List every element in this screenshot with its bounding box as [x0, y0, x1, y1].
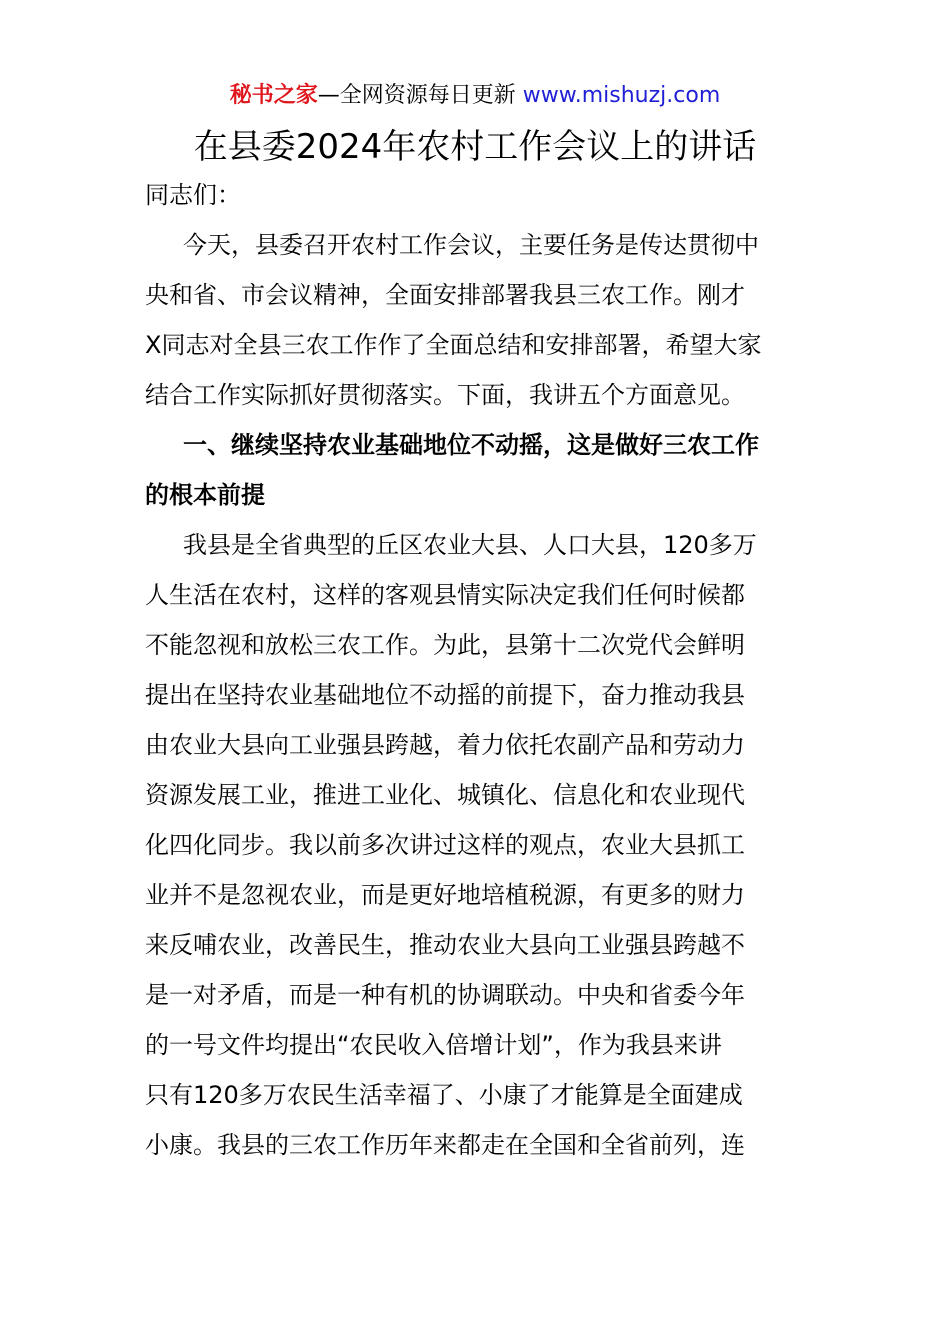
paragraph-line: 是一对矛盾，而是一种有机的协调联动。中央和省委今年: [145, 981, 745, 1009]
brand-name: 秘书之家: [229, 83, 318, 108]
paragraph-line: 提出在坚持农业基础地位不动摇的前提下，奋力推动我县: [145, 681, 745, 709]
paragraph-line: 结合工作实际抓好贯彻落实。下面，我讲五个方面意见。: [145, 381, 745, 409]
paragraph-line: 小康。我县的三农工作历年来都走在全国和全省前列，连: [145, 1131, 745, 1159]
paragraph-line: 的一号文件均提出“农民收入倍增计划”，作为我县来讲: [145, 1031, 722, 1059]
section-heading: 的根本前提: [145, 481, 265, 509]
paragraph-line: 我县是全省典型的丘区农业大县、人口大县，120多万: [183, 531, 757, 559]
header-tagline: —全网资源每日更新: [317, 83, 523, 108]
paragraph-line: 不能忽视和放松三农工作。为此，县第十二次党代会鲜明: [145, 631, 745, 659]
document-body: [145, 170, 810, 1170]
paragraph-line: 今天，县委召开农村工作会议，主要任务是传达贯彻中: [183, 231, 759, 259]
document-title: 在县委2024年农村工作会议上的讲话: [193, 127, 757, 167]
paragraph-line: 人生活在农村，这样的客观县情实际决定我们任何时候都: [145, 581, 745, 609]
paragraph-line: 央和省、市会议精神，全面安排部署我县三农工作。刚才: [145, 281, 745, 309]
salutation: 同志们：: [145, 181, 241, 209]
site-header: [0, 80, 950, 112]
paragraph-line: 业并不是忽视农业，而是更好地培植税源，有更多的财力: [145, 881, 745, 909]
paragraph-line: 由农业大县向工业强县跨越，着力依托农副产品和劳动力: [145, 731, 745, 759]
paragraph-line: 只有120多万农民生活幸福了、小康了才能算是全面建成: [145, 1081, 743, 1109]
site-url-link[interactable]: www.mishuzj.com: [522, 83, 721, 108]
paragraph-line: 化四化同步。我以前多次讲过这样的观点，农业大县抓工: [145, 831, 745, 859]
paragraph-line: 来反哺农业，改善民生，推动农业大县向工业强县跨越不: [145, 931, 745, 959]
section-heading: 一、继续坚持农业基础地位不动摇，这是做好三农工作: [183, 431, 759, 459]
paragraph-line: 资源发展工业，推进工业化、城镇化、信息化和农业现代: [145, 781, 745, 809]
paragraph-line: X同志对全县三农工作作了全面总结和安排部署，希望大家: [145, 331, 762, 359]
